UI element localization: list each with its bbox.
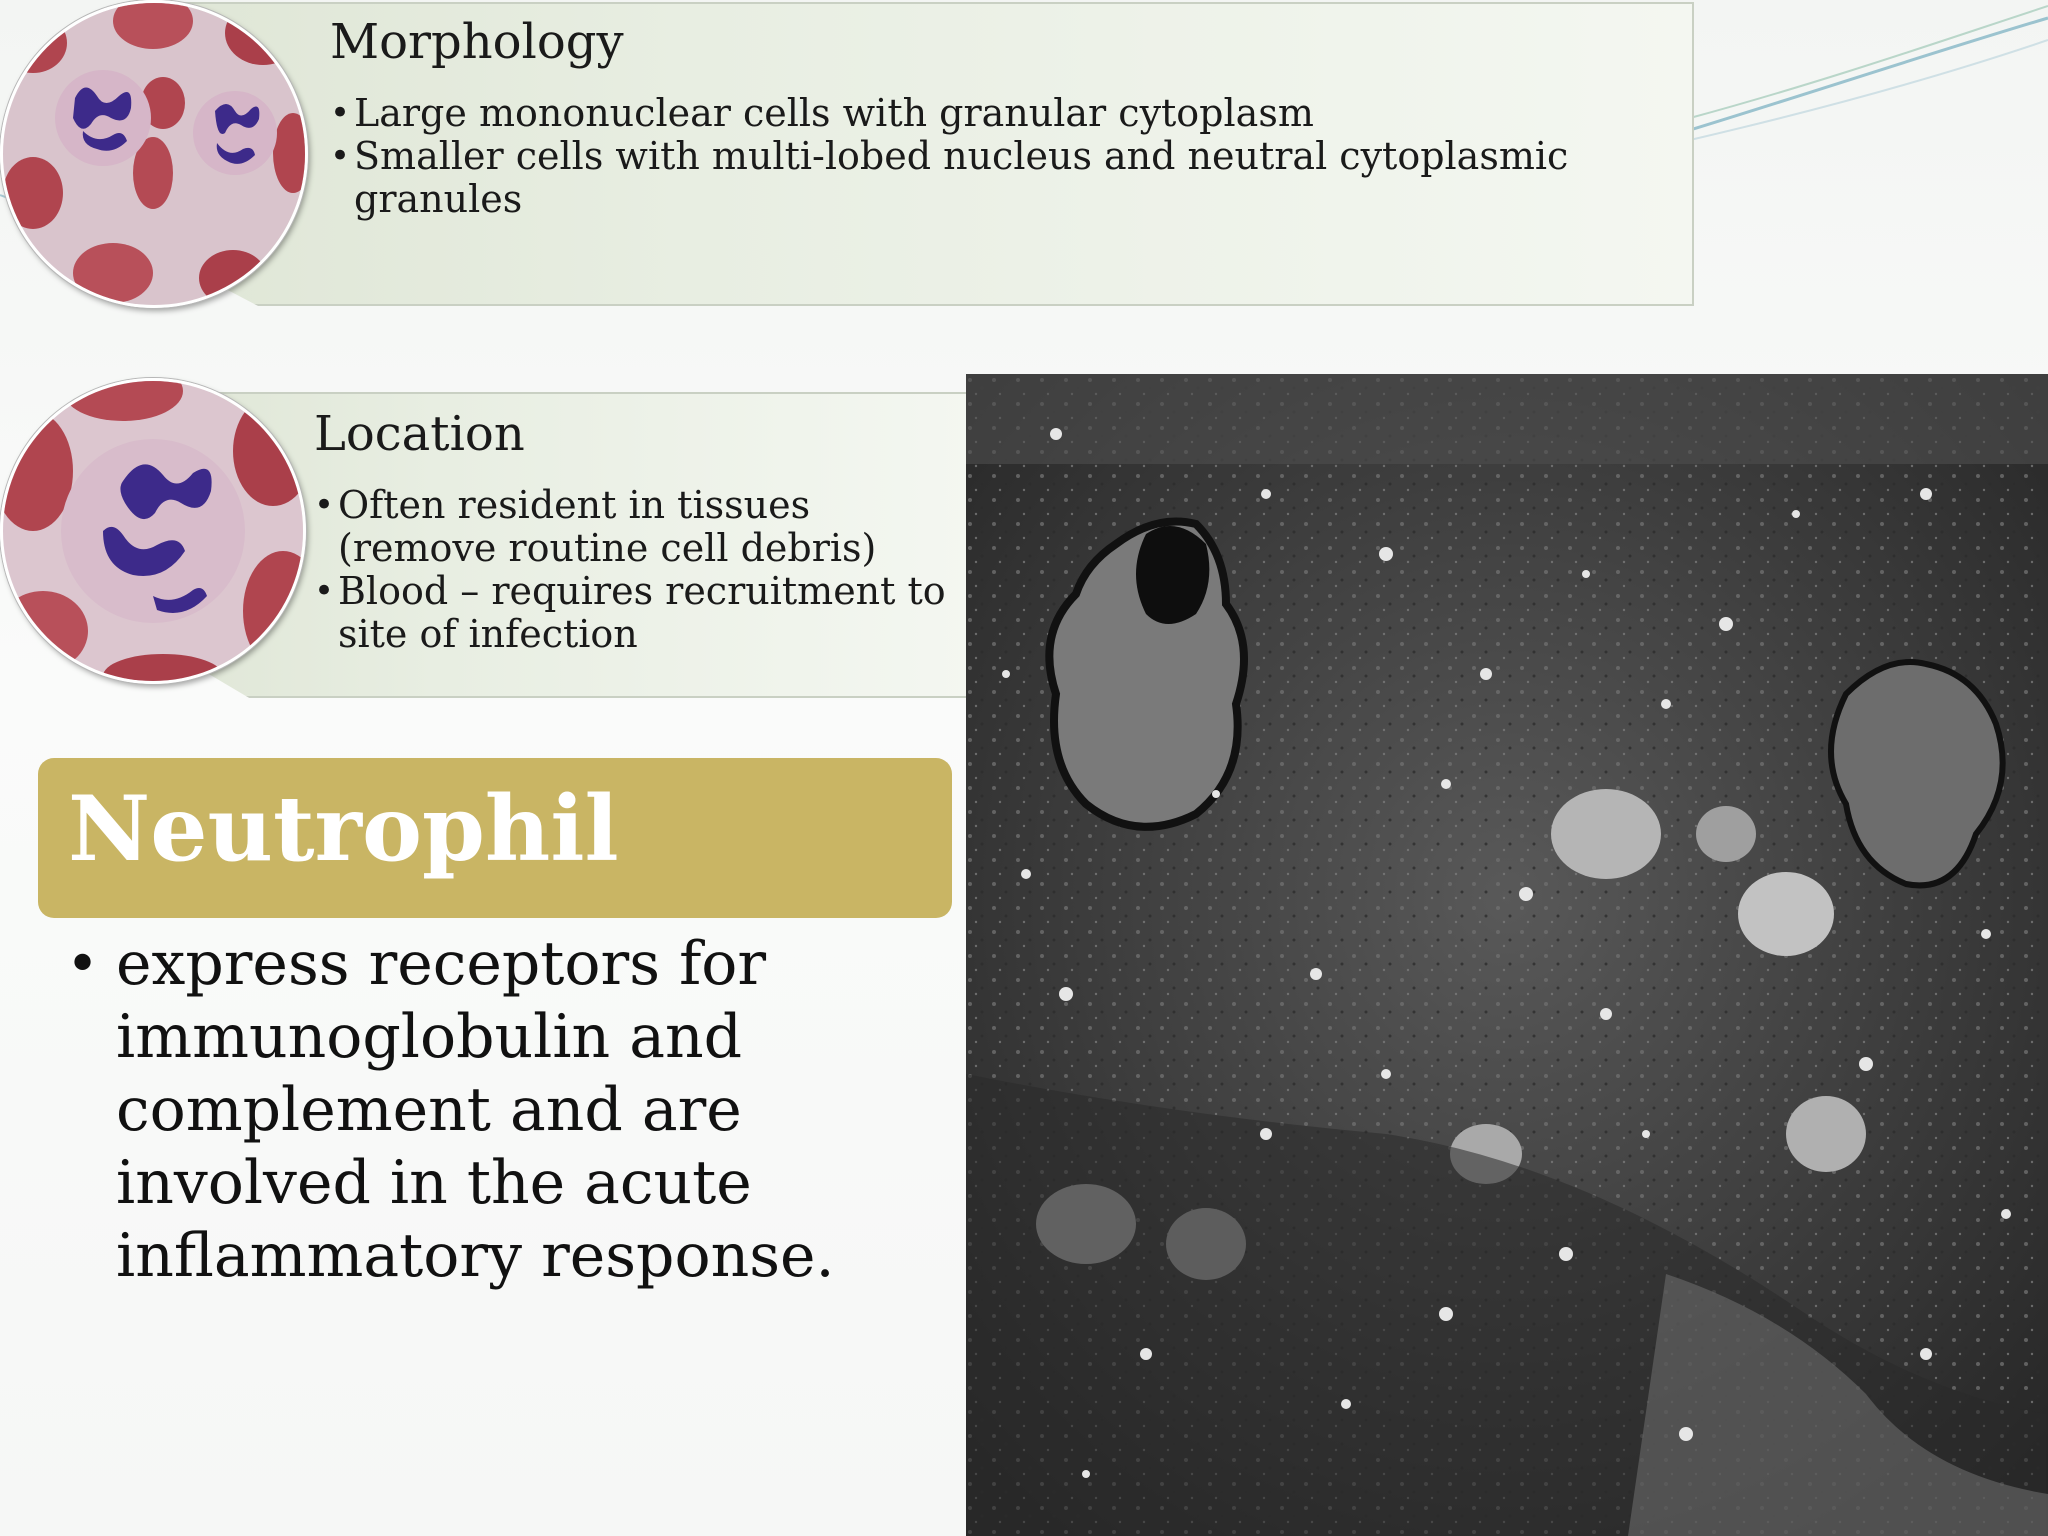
body-bullet-text: express receptors for immunoglobulin and complement and are involved in the acute inflammatory response.: [116, 929, 835, 1291]
location-title: Location: [314, 406, 525, 462]
morphology-bullet: • Large mononuclear cells with granular cytoplasm: [330, 92, 1570, 135]
location-bullet: • Blood – requires recruitment to site of infection: [314, 570, 954, 656]
neutrophil-smear-image-2: [0, 378, 306, 684]
neutrophil-smear-image-1: [0, 0, 308, 308]
body-bullet: [66, 928, 946, 1293]
page-title: Neutrophil: [68, 776, 619, 882]
morphology-bullet-list: [330, 92, 1570, 221]
electron-micrograph-image: [966, 374, 2048, 1536]
location-bullet: • Often resident in tissues (remove routine cell debris): [314, 484, 954, 570]
location-bullet-list: [314, 484, 954, 656]
morphology-bullet: • Smaller cells with multi-lobed nucleus and neutral cytoplasmic granules: [330, 135, 1570, 221]
bullet-dot: •: [66, 932, 100, 997]
morphology-title: Morphology: [330, 14, 624, 70]
